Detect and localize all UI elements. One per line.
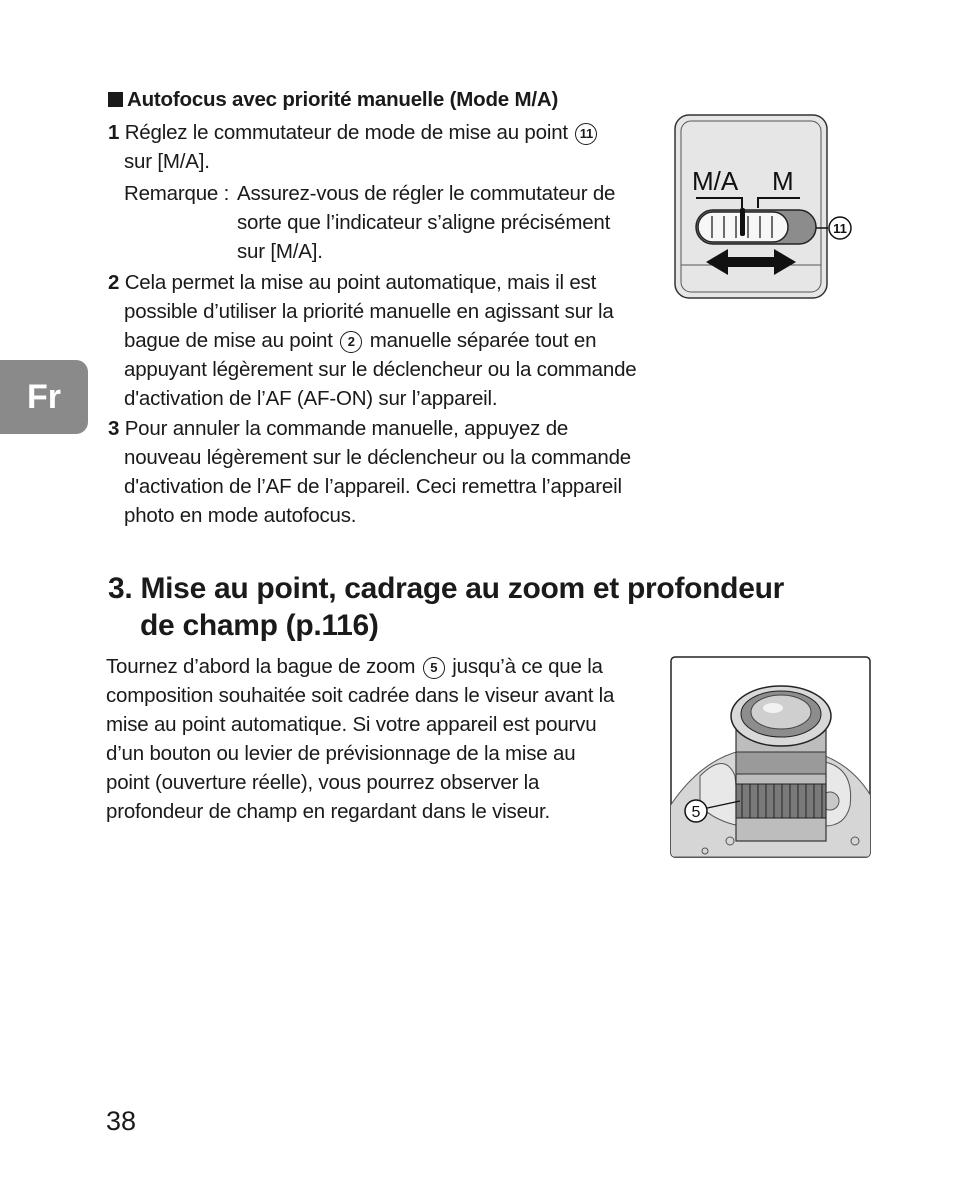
remark-line: sorte que l’indicateur s’aligne précisément [237,211,611,234]
lens-reflection [763,703,783,713]
step-text: Pour annuler la commande manuelle, appuyez de [124,417,569,440]
step-text: Cela permet la mise au point automatique, mais il est [124,271,597,294]
lens-glass [751,695,811,729]
square-bullet-icon [108,92,123,107]
step-text: Réglez le commutateur de mode de mise au point [124,121,568,144]
zoom-lens-illustration [670,656,872,859]
callout-number: 5 [423,657,445,679]
label-m: M [772,166,794,196]
step-text: nouveau légèrement sur le déclencheur ou la commande [124,446,631,469]
switch-indicator [740,208,745,236]
remark-line: sur [M/A]. [237,240,323,263]
section-paragraph [106,652,651,826]
step-text: bague de mise au point [124,329,333,352]
paragraph-line: composition souhaitée soit cadrée dans le viseur avant la [106,684,615,707]
page-number: 38 [106,1106,137,1136]
step-text: sur [M/A]. [124,150,210,173]
section-title-line: de champ (p.116) [140,609,379,642]
callout-number: 11 [575,123,597,145]
subsection-heading-text: Autofocus avec priorité manuelle (Mode M/A) [127,88,559,111]
paragraph-line: profondeur de champ en regardant dans le viseur. [106,800,550,823]
subsection-heading [108,85,558,114]
step-3 [108,414,678,530]
remark-text [237,179,657,266]
focus-mode-switch-illustration [670,110,870,305]
callout-number: 2 [340,331,362,353]
remark-line: Assurez-vous de régler le commutateur de [237,182,616,205]
paragraph-line: mise au point automatique. Si votre appareil est pourvu [106,713,597,736]
step-number: 1 [108,121,120,144]
remark-label: Remarque : [124,182,230,205]
step-text: manuelle séparée tout en [369,329,597,352]
step-text: appuyant légèrement sur le déclencheur ou la commande [124,358,637,381]
label-ma: M/A [692,166,739,196]
step-text: d'activation de l’AF de l’appareil. Ceci remettra l’appareil [124,475,622,498]
paragraph-text: jusqu’à ce que la [452,655,603,678]
step-text: d'activation de l’AF (AF-ON) sur l’appareil. [124,387,498,410]
step-1 [108,118,648,176]
callout-number: 5 [691,804,701,821]
language-tab: Fr [0,360,88,434]
focus-ring [736,752,826,774]
switch-panel [675,115,827,298]
paragraph-line: d’un bouton ou levier de prévisionnage de la mise au [106,742,576,765]
section-title-line: 3. Mise au point, cadrage au zoom et profondeur [108,572,784,605]
step-number: 3 [108,417,120,440]
section-title [108,570,868,644]
step-text: possible d’utiliser la priorité manuelle en agissant sur la [124,300,614,323]
callout-number: 11 [833,221,847,236]
step-text: photo en mode autofocus. [124,504,357,527]
paragraph-text: Tournez d’abord la bague de zoom [106,655,416,678]
paragraph-line: point (ouverture réelle), vous pourrez observer la [106,771,540,794]
step-2 [108,268,668,413]
step-number: 2 [108,271,120,294]
